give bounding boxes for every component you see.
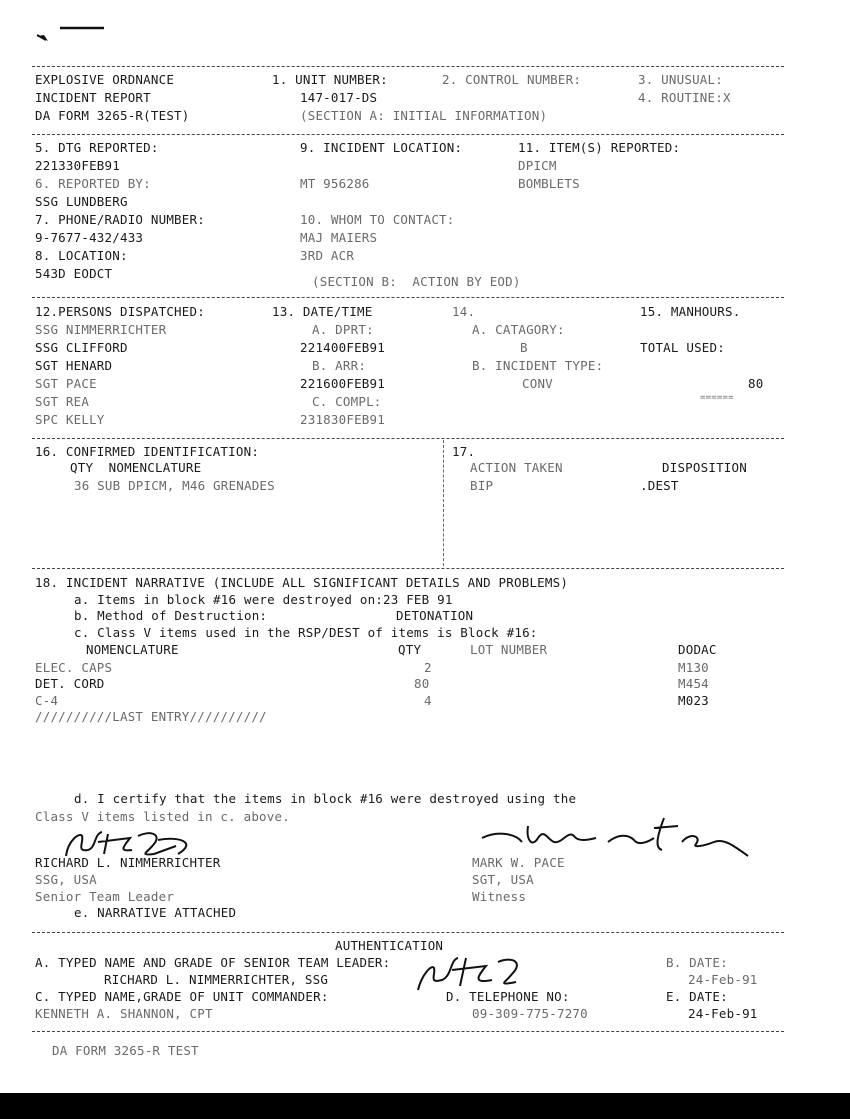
disposition-value: .DEST	[640, 478, 679, 493]
category-label: A. CATAGORY:	[472, 322, 565, 337]
narrative-attached: e. NARRATIVE ATTACHED	[74, 905, 237, 920]
rule-section-a	[32, 134, 784, 135]
items-reported-value-1: DPICM	[518, 158, 557, 173]
table-row-qty: 4	[424, 693, 432, 708]
routine-label: 4. ROUTINE:X	[638, 90, 731, 105]
auth-c-label: C. TYPED NAME,GRADE OF UNIT COMMANDER:	[35, 989, 329, 1004]
table-row-dodac: M454	[678, 676, 709, 691]
certify-line-1: d. I certify that the items in block #16 were destroyed using the	[74, 791, 577, 806]
form-title-2: INCIDENT REPORT	[35, 90, 151, 105]
class-v-header-nomenclature: NOMENCLATURE	[86, 642, 179, 657]
unit-number-label: 1. UNIT NUMBER:	[272, 72, 388, 87]
location-value: 543D EODCT	[35, 266, 113, 281]
location-label: 8. LOCATION:	[35, 248, 128, 263]
dprt-label: A. DPRT:	[312, 322, 374, 337]
control-number-label: 2. CONTROL NUMBER:	[442, 72, 582, 87]
last-entry-marker: //////////LAST ENTRY//////////	[35, 709, 267, 724]
narrative-line-b-value: DETONATION	[396, 608, 474, 623]
team-leader-title: Senior Team Leader	[35, 889, 175, 904]
table-row-dodac: M130	[678, 660, 709, 675]
identification-columns: QTY NOMENCLATURE	[70, 460, 202, 475]
authentication-title: AUTHENTICATION	[335, 938, 444, 953]
auth-b-value: 24-Feb-91	[688, 972, 758, 987]
compl-value: 231830FEB91	[300, 412, 385, 427]
rule-section-b	[32, 297, 784, 298]
action-taken-label: ACTION TAKEN	[470, 460, 563, 475]
rule-dispatch	[32, 438, 784, 439]
footer-form-id: DA FORM 3265-R TEST	[52, 1043, 199, 1058]
phone-label: 7. PHONE/RADIO NUMBER:	[35, 212, 205, 227]
auth-d-value: 09-309-775-7270	[472, 1006, 588, 1021]
rule-authentication	[32, 932, 784, 933]
class-v-header-dodac: DODAC	[678, 642, 717, 657]
form-title-1: EXPLOSIVE ORDNANCE	[35, 72, 175, 87]
items-reported-label: 11. ITEM(S) REPORTED:	[518, 140, 681, 155]
authentication-signature	[412, 950, 532, 998]
table-row-nomenclature: DET. CORD	[35, 676, 105, 691]
rule-identification	[32, 568, 784, 569]
auth-a-label: A. TYPED NAME AND GRADE OF SENIOR TEAM LEADER:	[35, 955, 391, 970]
team-leader-name: RICHARD L. NIMMERRICHTER	[35, 855, 221, 870]
team-leader-rank: SSG, USA	[35, 872, 97, 887]
person-item: SGT PACE	[35, 376, 97, 391]
class-v-header-lot: LOT NUMBER	[470, 642, 548, 657]
persons-dispatched-label: 12.PERSONS DISPATCHED:	[35, 304, 205, 319]
person-item: SGT HENARD	[35, 358, 113, 373]
table-row-nomenclature: ELEC. CAPS	[35, 660, 113, 675]
arr-label: B. ARR:	[312, 358, 367, 373]
compl-label: C. COMPL:	[312, 394, 382, 409]
unit-number-value: 147-017-DS	[300, 90, 378, 105]
contact-label: 10. WHOM TO CONTACT:	[300, 212, 455, 227]
person-item: SSG NIMMERRICHTER	[35, 322, 167, 337]
form-title-3: DA FORM 3265-R(TEST)	[35, 108, 190, 123]
narrative-line-a: a. Items in block #16 were destroyed on:23 FEB 91	[74, 592, 453, 607]
reported-by-label: 6. REPORTED BY:	[35, 176, 151, 191]
total-used-label: TOTAL USED:	[640, 340, 725, 355]
disposition-label: DISPOSITION	[662, 460, 747, 475]
incident-location-label: 9. INCIDENT LOCATION:	[300, 140, 463, 155]
dprt-value: 221400FEB91	[300, 340, 385, 355]
auth-e-value: 24-Feb-91	[688, 1006, 758, 1021]
auth-d-label: D. TELEPHONE NO:	[446, 989, 570, 1004]
fax-arrow-mark	[34, 22, 114, 44]
table-row-dodac: M023	[678, 693, 709, 708]
arr-value: 221600FEB91	[300, 376, 385, 391]
incident-location-value: MT 956286	[300, 176, 370, 191]
block14-label: 14.	[452, 304, 476, 319]
bottom-scan-edge	[0, 1093, 850, 1119]
block17-label: 17.	[452, 444, 476, 459]
incident-type-value: CONV	[522, 376, 553, 391]
witness-name: MARK W. PACE	[472, 855, 565, 870]
dtg-value: 221330FEB91	[35, 158, 120, 173]
phone-value: 9-7677-432/433	[35, 230, 144, 245]
table-row-nomenclature: C-4	[35, 693, 59, 708]
rule-footer	[32, 1031, 784, 1032]
narrative-line-b-label: b. Method of Destruction:	[74, 608, 268, 623]
date-time-label: 13. DATE/TIME	[272, 304, 373, 319]
person-item: SGT REA	[35, 394, 90, 409]
witness-title: Witness	[472, 889, 527, 904]
rule-top	[32, 66, 784, 67]
narrative-line-c: c. Class V items used in the RSP/DEST of items is Block #16:	[74, 625, 538, 640]
auth-c-value: KENNETH A. SHANNON, CPT	[35, 1006, 213, 1021]
person-item: SPC KELLY	[35, 412, 105, 427]
section-b-title: (SECTION B: ACTION BY EOD)	[312, 274, 521, 289]
action-taken-value: BIP	[470, 478, 494, 493]
auth-e-label: E. DATE:	[666, 989, 728, 1004]
narrative-label: 18. INCIDENT NARRATIVE (INCLUDE ALL SIGNIFICANT DETAILS AND PROBLEMS)	[35, 575, 569, 590]
table-row-qty: 80	[414, 676, 430, 691]
dtg-label: 5. DTG REPORTED:	[35, 140, 159, 155]
auth-a-value: RICHARD L. NIMMERRICHTER, SSG	[104, 972, 329, 987]
certify-line-2: Class V items listed in c. above.	[35, 809, 290, 824]
class-v-header-qty: QTY	[398, 642, 422, 657]
unusual-label: 3. UNUSUAL:	[638, 72, 723, 87]
person-item: SSG CLIFFORD	[35, 340, 128, 355]
section-a-title: (SECTION A: INITIAL INFORMATION)	[300, 108, 548, 123]
contact-value-1: MAJ MAIERS	[300, 230, 378, 245]
manhours-label: 15. MANHOURS.	[640, 304, 741, 319]
reported-by-value: SSG LUNDBERG	[35, 194, 128, 209]
items-reported-value-2: BOMBLETS	[518, 176, 580, 191]
total-used-value: 80	[748, 376, 764, 391]
witness-rank: SGT, USA	[472, 872, 534, 887]
incident-type-label: B. INCIDENT TYPE:	[472, 358, 604, 373]
identification-label: 16. CONFIRMED IDENTIFICATION:	[35, 444, 260, 459]
block17-divider	[443, 440, 444, 566]
table-row-qty: 2	[424, 660, 432, 675]
contact-value-2: 3RD ACR	[300, 248, 355, 263]
auth-b-label: B. DATE:	[666, 955, 728, 970]
category-value: B	[520, 340, 528, 355]
total-used-underline: ======	[700, 393, 734, 403]
identification-row: 36 SUB DPICM, M46 GRENADES	[74, 478, 275, 493]
